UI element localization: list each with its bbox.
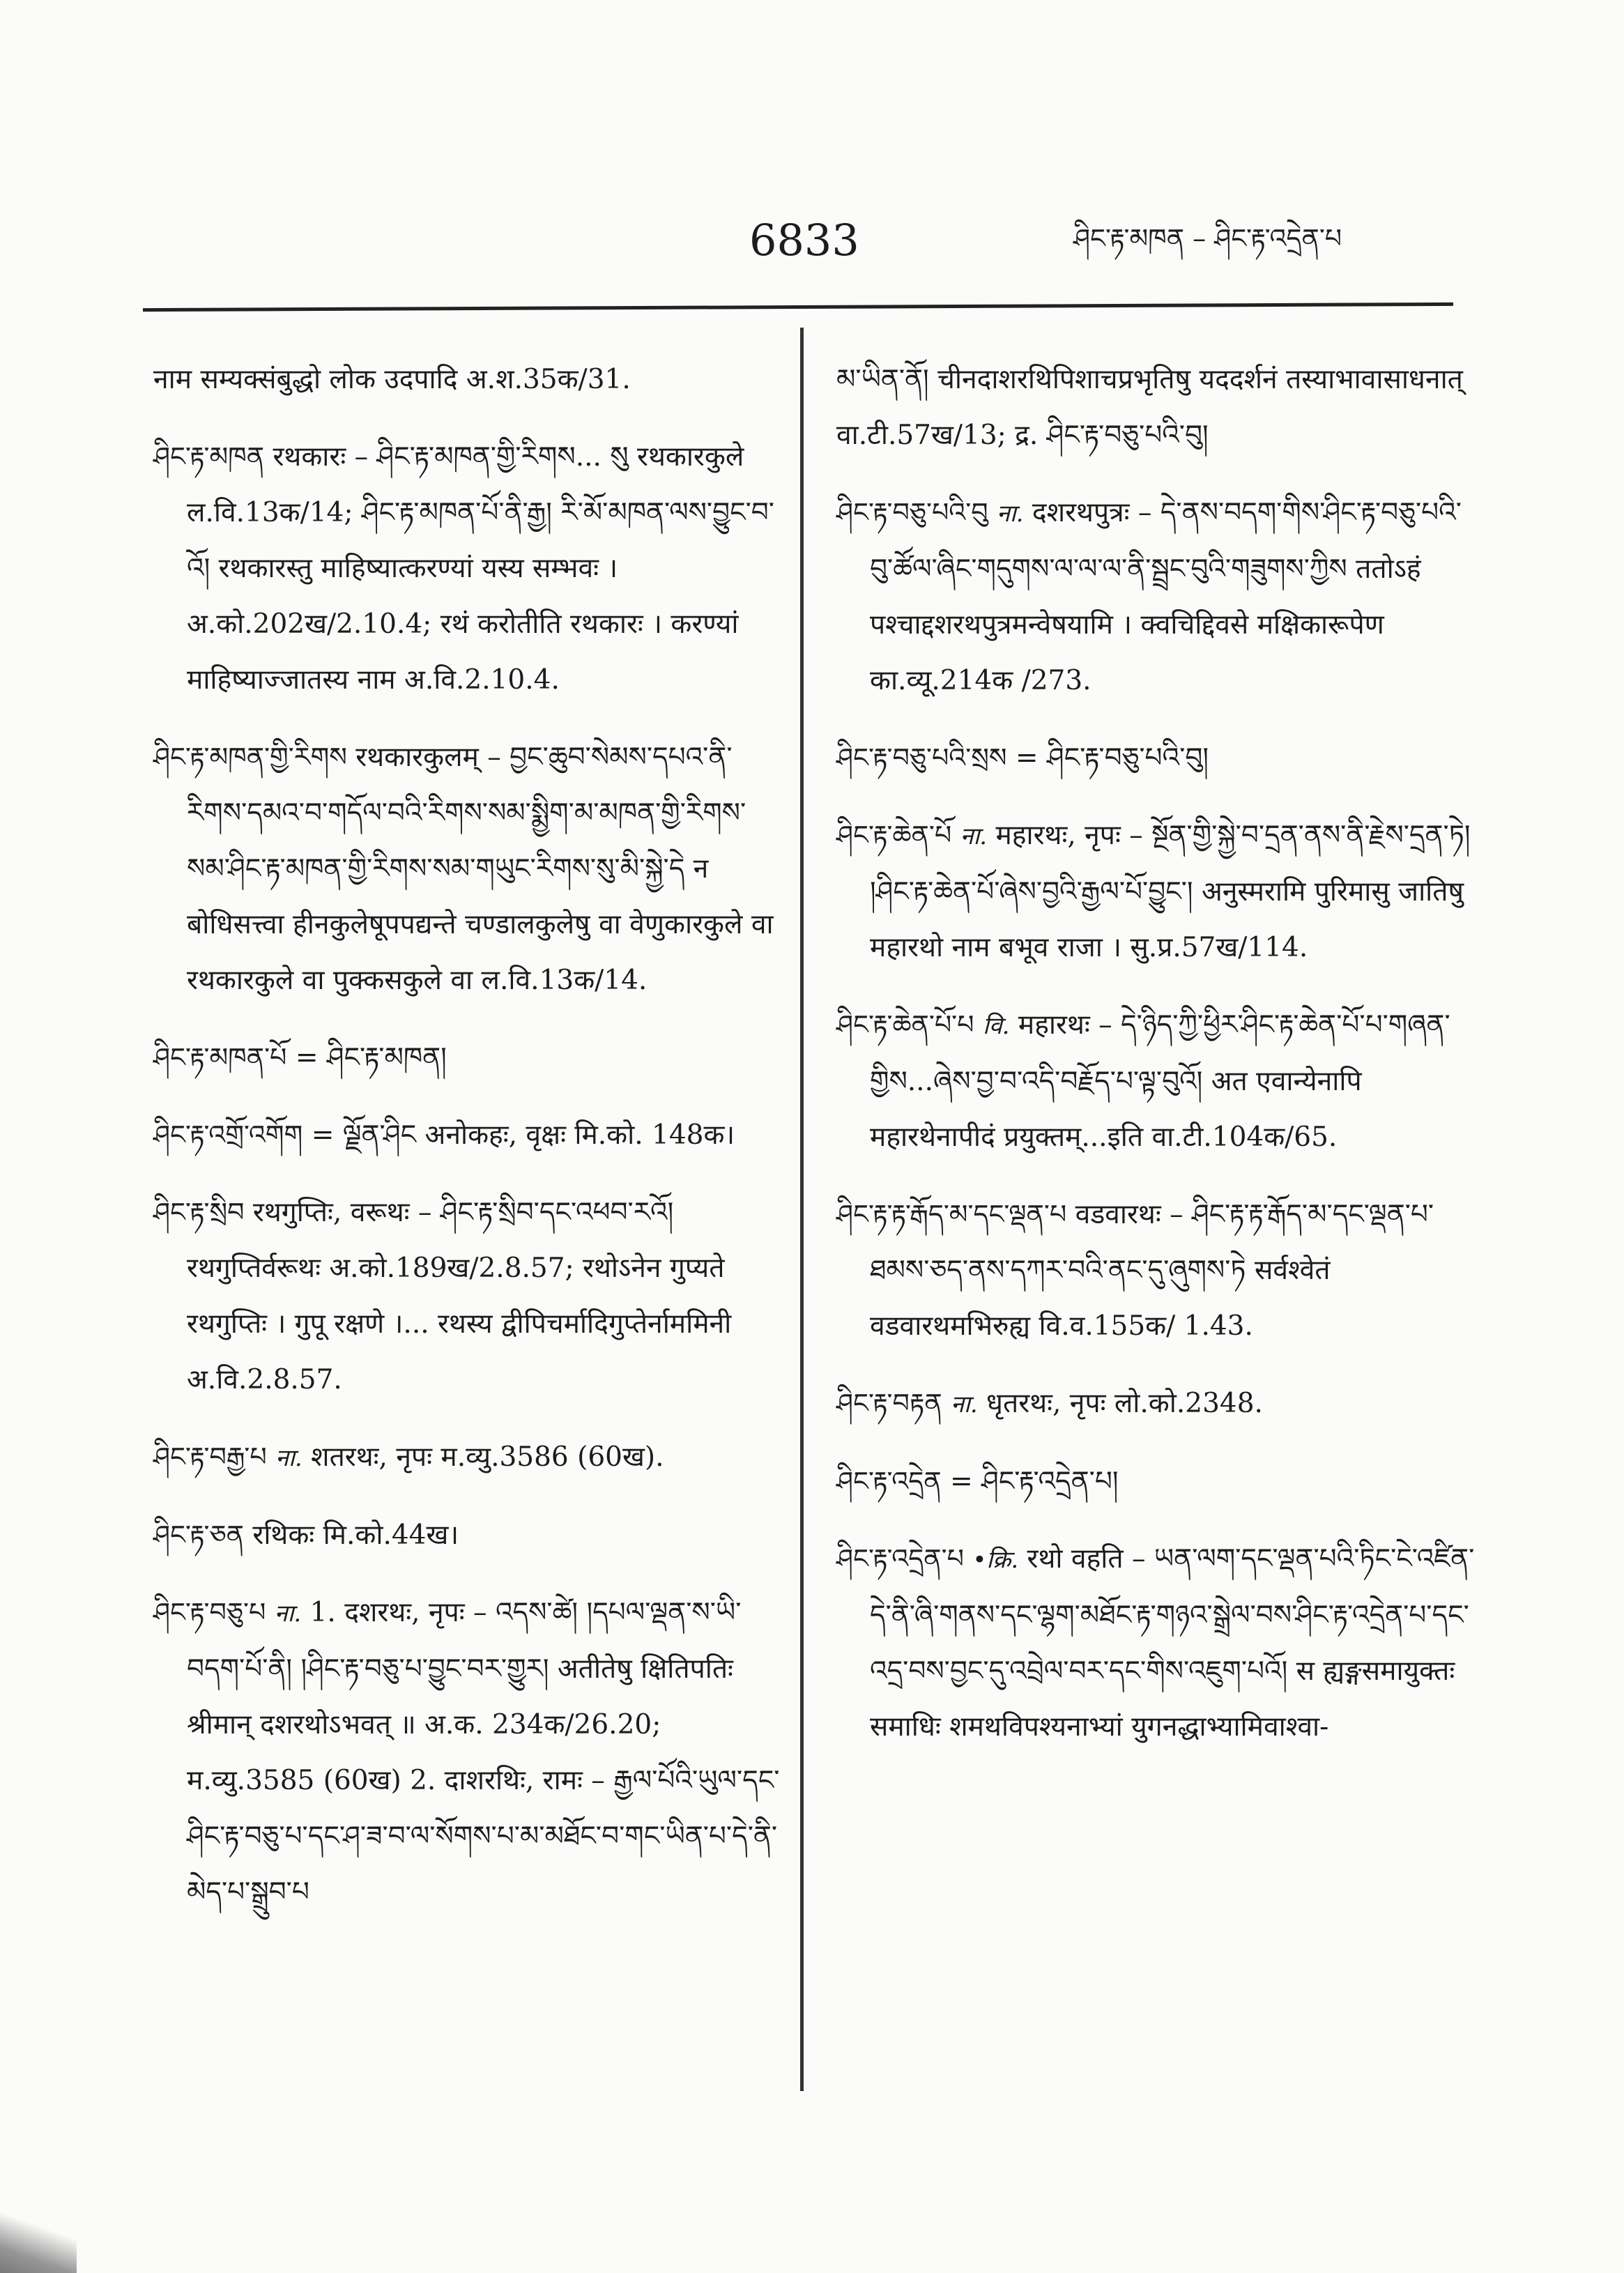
dictionary-entry: ཤིང་རྟ་འདྲེན = ཤིང་རྟ་འདྲེན་པ། (836, 1466, 1119, 1497)
dictionary-entry: ཤིང་རྟ་བརྟན ना. धृतरथः, नृपः लो.को.2348. (836, 1388, 1263, 1419)
entry-headword: ཤིང་རྟ་བཅུ་པ (153, 1597, 266, 1628)
dictionary-entry: མ་ཡིན་ནོ། चीनदाशरथिपिशाचप्रभृतिषु यददर्शनं तस्याभावासाधनात् वा.टी.57ख/13; द्र. ཤིང་རྟ་བཅུ་པའི་བུ། (836, 364, 1463, 451)
dictionary-entry: ཤིང་རྟ་སྲིབ रथगुप्तिः, वरूथः – ཤིང་རྟ་སྲིབ་དང་འཕབ་རའོ། रथगुप्तिर्वरूथः अ.को.189ख/2.8.57; रथोऽनेन गुप्यते रथगुप्तिः । गुपू रक्षणे ।... रथस्य द्वीपिचर्मादिगुप्तेर्नाममिनी अ.वि.2.8.57. (153, 1197, 732, 1395)
page-number: 6833 (749, 215, 859, 266)
running-head: ཤིང་རྟ་མཁན – ཤིང་རྟ་འདྲེན་པ (1073, 223, 1342, 254)
entry-headword: ཤིང་རྟ་འགྲོ་འགོག (153, 1119, 303, 1150)
dictionary-entry: ཤིང་རྟ་མཁན་པོ = ཤིང་རྟ་མཁན། (153, 1042, 447, 1073)
page-header (0, 202, 1624, 279)
header-rule (143, 303, 1453, 312)
entry-abbreviation: ना. (960, 822, 988, 850)
entry-abbreviation: वि. (982, 1012, 1010, 1040)
entry-headword: ཤིང་རྟ་བཅུ་པའི་བུ (836, 497, 988, 528)
entry-abbreviation: ना. (274, 1600, 302, 1628)
right-column (836, 352, 1478, 1776)
dictionary-entry: ཤིང་རྟ་བརྒྱ་པ ना. शतरथः, नृपः म.व्यु.3586 (60ख). (153, 1441, 664, 1473)
entry-headword: ཤིང་རྟ་མཁན་པོ (153, 1042, 287, 1073)
entry-abbreviation: ना. (951, 1391, 978, 1418)
entry-headword: ཤིང་རྟ་མཁན (153, 441, 265, 472)
entry-headword: ཤིང་རྟ་བརྒྱ་པ (153, 1441, 267, 1472)
dictionary-entry: नाम सम्यक्संबुद्धो लोक उदपादि अ.श.35क/31. (153, 364, 631, 395)
dictionary-entry: ཤིང་རྟ་ཆེན་པོ ना. महारथः, नृपः – སྔོན་གྱི་སྐྱེ་བ་དྲན་ནས་ནི་རྗེས་དྲན་ཏེ། །ཤིང་རྟ་ཆེན་པོ་ཞེས་བྱའི་རྒྱལ་པོ་བྱུང་། अनुस्मरामि पुरिमासु जातिषु महारथो नाम बभूव राजा । सु.प्र.57ख/114. (836, 820, 1471, 963)
entry-headword: ཤིང་རྟ་ཅན (153, 1520, 244, 1550)
dictionary-entry: ཤིང་རྟ་ཅན रथिकः मि.को.44ख। (153, 1520, 459, 1551)
dictionary-entry: ཤིང་རྟ་བཅུ་པའི་བུ ना. दशरथपुत्रः – དེ་ནས་བདག་གིས་ཤིང་རྟ་བཅུ་པའི་བུ་ཚོལ་ཞིང་གདུགས་ལ་ལ་ལ་ནི་སྦྲང་བུའི་གཟུགས་ཀྱིས ततोऽहं पश्चाद्दशरथपुत्रमन्वेषयामि । क्वचिद्दिवसे मक्षिकारूपेण का.व्यू.214क /273. (836, 497, 1462, 696)
entry-headword: ཤིང་རྟ་སྲིབ (153, 1197, 245, 1227)
entry-headword: ཤིང་རྟ་ཆེན་པོ (836, 820, 952, 850)
entry-abbreviation: ना. (997, 500, 1024, 528)
dictionary-entry: ཤིང་རྟ་མཁན་གྱི་རིགས रथकारकुलम् – བྱང་ཆུབ་སེམས་དཔའ་ནི་རིགས་དམའ་བ་གདོལ་བའི་རིགས་སམ་སྨྱིག་མ་མཁན་གྱི་རིགས་སམ་ཤིང་རྟ་མཁན་གྱི་རིགས་སམ་གཡུང་རིགས་སུ་མི་སྐྱེ་དེ न बोधिसत्त्वा हीनकुलेषूपपद्यन्ते चण्डालकुलेषु वा वेणुकारकुले वा रथकारकुले वा पुक्कसकुले वा ल.वि.13क/14. (153, 742, 774, 996)
dictionary-entry: ཤིང་རྟ་བཅུ་པ ना. 1. दशरथः, नृपः – འདས་ཚེ། །དཔལ་ལྡན་ས་ཡི་བདག་པོ་ནི། །ཤིང་རྟ་བཅུ་པ་བྱུང་བར་གྱུར། अतीतेषु क्षितिपतिः श्रीमान् दशरथोऽभवत् ॥ अ.क. 234क/26.20; म.व्यु.3585 (60ख) 2. दाशरथिः, रामः – རྒྱལ་པོའི་ཡུལ་དང་ཤིང་རྟ་བཅུ་པ་དང་ཤ་ཟ་བ་ལ་སོགས་པ་མ་མཐོང་བ་གང་ཡིན་པ་དེ་ནི་མེད་པ་སྒྲུབ་པ (153, 1597, 780, 1908)
left-column (153, 352, 781, 1941)
entry-headword: ཤིང་རྟ་རྟ་རྒོད་མ་དང་ལྡན་པ (836, 1199, 1067, 1230)
entry-headword: ཤིང་རྟ་འདྲེན (836, 1466, 942, 1497)
dictionary-entry: ཤིང་རྟ་བཅུ་པའི་སྲས = ཤིང་རྟ་བཅུ་པའི་བུ། (836, 742, 1209, 774)
dictionary-entry: ཤིང་རྟ་མཁན रथकारः – ཤིང་རྟ་མཁན་གྱི་རིགས... སུ रथकारकुले ल.वि.13क/14; ཤིང་རྟ་མཁན་པོ་ནི་རྒྱ། རི་མོ་མཁན་ལས་བྱུང་བ་འོ། रथकारस्तु माहिष्यात्करण्यां यस्य सम्भवः । अ.को.202ख/2.10.4; रथं करोतीति रथकारः । करण्यां माहिष्याज्जातस्य नाम अ.वि.2.10.4. (153, 441, 774, 696)
entry-abbreviation: ना. (275, 1444, 302, 1472)
entry-headword: ཤིང་རྟ་འདྲེན་པ (836, 1543, 964, 1574)
entry-headword: ཤིང་རྟ་མཁན་གྱི་རིགས (153, 742, 347, 772)
entry-headword: ཤིང་རྟ་བཅུ་པའི་སྲས (836, 742, 1007, 773)
entry-headword: ཤིང་རྟ་བརྟན (836, 1388, 942, 1418)
dictionary-entry: ཤིང་རྟ་འགྲོ་འགོག = ལྗོན་ཤིང अनोकहः, वृक्षः मि.को. 148क। (153, 1119, 735, 1151)
column-divider (800, 328, 804, 2091)
entry-abbreviation: •क्रि. (972, 1546, 1019, 1574)
dictionary-entry: ཤིང་རྟ་རྟ་རྒོད་མ་དང་ལྡན་པ वडवारथः – ཤིང་རྟ་རྟ་རྒོད་མ་དང་ལྡན་པ་ཐམས་ཅད་ནས་དཀར་བའི་ནང་དུ་ཞུགས་ཏེ सर्वश्वेतं वडवारथमभिरुह्य वि.व.155क/ 1.43. (836, 1199, 1434, 1342)
entry-headword: ཤིང་རྟ་ཆེན་པོ་པ (836, 1009, 974, 1040)
dictionary-entry: ཤིང་རྟ་ཆེན་པོ་པ वि. महारथः – དེ་ཉིད་ཀྱི་ཕྱིར་ཤིང་རྟ་ཆེན་པོ་པ་གཞན་གྱིས...ཞེས་བྱ་བ་འདི་བརྗོད་པ་ལྟ་བུའོ། अत एवान्येनापि महारथेनापीदं प्रयुक्तम्...इति वा.टी.104क/65. (836, 1009, 1450, 1153)
dictionary-entry: ཤིང་རྟ་འདྲེན་པ •क्रि. रथो वहति – ཡན་ལག་དང་ལྡན་པའི་ཏིང་ངེ་འཛིན་དེ་ནི་ཞི་གནས་དང་ལྷག་མཐོང་རྟ་གཉའ་སྒྲེལ་བས་ཤིང་རྟ་འདྲེན་པ་དང་འདྲ་བས་བྱང་དུ་འབྲེལ་བར་དང་གིས་འཇུག་པའོ། स ह्यङ्गसमायुक्तः समाधिः शमथविपश्यनाभ्यां युगनद्धाभ्यामिवाश्वा- (836, 1543, 1475, 1743)
scan-artifact (0, 2213, 77, 2273)
